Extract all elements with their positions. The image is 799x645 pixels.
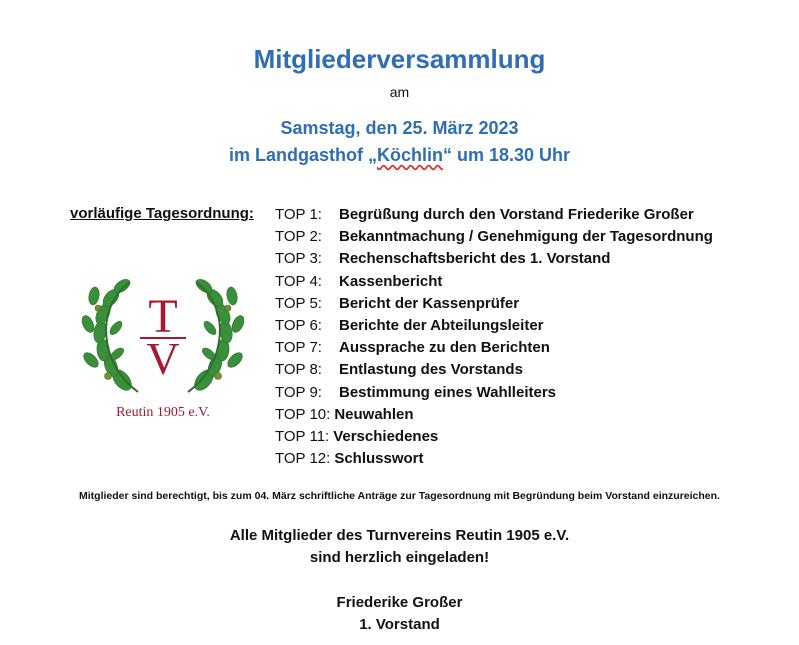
motion-notice: Mitglieder sind berechtigt, bis zum 04. März schriftliche Anträge zur Tagesordnung mit Begründung beim Vorstand einzureichen. (79, 490, 720, 502)
agenda-item (275, 316, 713, 338)
agenda-text: Rechenschaftsbericht des 1. Vorstand (339, 250, 611, 268)
agenda-item (275, 249, 713, 271)
agenda-text: Bekanntmachung / Genehmigung der Tagesordnung (339, 228, 713, 246)
agenda-item (275, 360, 713, 382)
agenda-number: TOP 6: (275, 316, 322, 334)
agenda-number: TOP 2: (275, 228, 322, 246)
agenda-number: TOP 11: (275, 427, 330, 445)
agenda-item (275, 383, 713, 405)
agenda-number: TOP 7: (275, 339, 322, 357)
agenda-text: Schlusswort (334, 450, 424, 468)
agenda-text: Begrüßung durch den Vorstand Friederike Großer (339, 206, 694, 223)
agenda-number: TOP 12: (275, 450, 331, 468)
agenda-text: Aussprache zu den Berichten (339, 339, 550, 357)
invitation-line-1: Alle Mitglieder des Turnvereins Reutin 1905 e.V. (229, 527, 570, 544)
page-title: Mitgliederversammlung (253, 44, 546, 74)
agenda-text: Bestimmung eines Wahlleiters (339, 383, 557, 401)
logo-letter-v: V (146, 333, 180, 384)
invitation-line-2: sind herzlich eingeladen! (309, 549, 490, 566)
agenda-item (275, 449, 713, 471)
venue-suffix: “ um 18.30 Uhr (442, 145, 571, 165)
agenda-number: TOP 9: (275, 383, 322, 401)
agenda-text: Berichte der Abteilungsleiter (339, 316, 544, 334)
agenda-text: Bericht der Kassenprüfer (339, 294, 520, 312)
club-logo (78, 268, 248, 428)
agenda-list (275, 205, 713, 471)
agenda-item (275, 338, 713, 360)
signature-name: Friederike Großer (336, 594, 463, 611)
logo-letter-t: T (148, 290, 178, 343)
agenda-item (275, 272, 713, 294)
agenda-text: Entlastung des Vorstands (339, 361, 523, 379)
agenda-item (275, 294, 713, 316)
agenda-item (275, 227, 713, 249)
agenda-item (275, 405, 713, 427)
agenda-number: TOP 8: (275, 361, 322, 379)
agenda-number: TOP 1: (275, 206, 322, 223)
agenda-text: Neuwahlen (334, 405, 414, 423)
logo-caption: Reutin 1905 e.V. (116, 405, 210, 420)
venue-name: Köchlin (376, 145, 443, 165)
agenda-item (275, 427, 713, 449)
agenda-item (275, 205, 713, 227)
agenda-label: vorläufige Tagesordnung: (70, 205, 254, 222)
agenda-number: TOP 10: (275, 405, 331, 423)
agenda-number: TOP 4: (275, 272, 322, 290)
agenda-number: TOP 3: (275, 250, 322, 268)
signature-role: 1. Vorstand (359, 616, 440, 633)
venue-prefix: im Landgasthof „ (228, 145, 377, 165)
agenda-text: Verschiedenes (333, 427, 439, 445)
date-line: Samstag, den 25. März 2023 (280, 118, 519, 138)
venue-line (0, 145, 799, 166)
am-text: am (389, 84, 410, 100)
agenda-text: Kassenbericht (339, 272, 443, 290)
agenda-number: TOP 5: (275, 294, 322, 312)
